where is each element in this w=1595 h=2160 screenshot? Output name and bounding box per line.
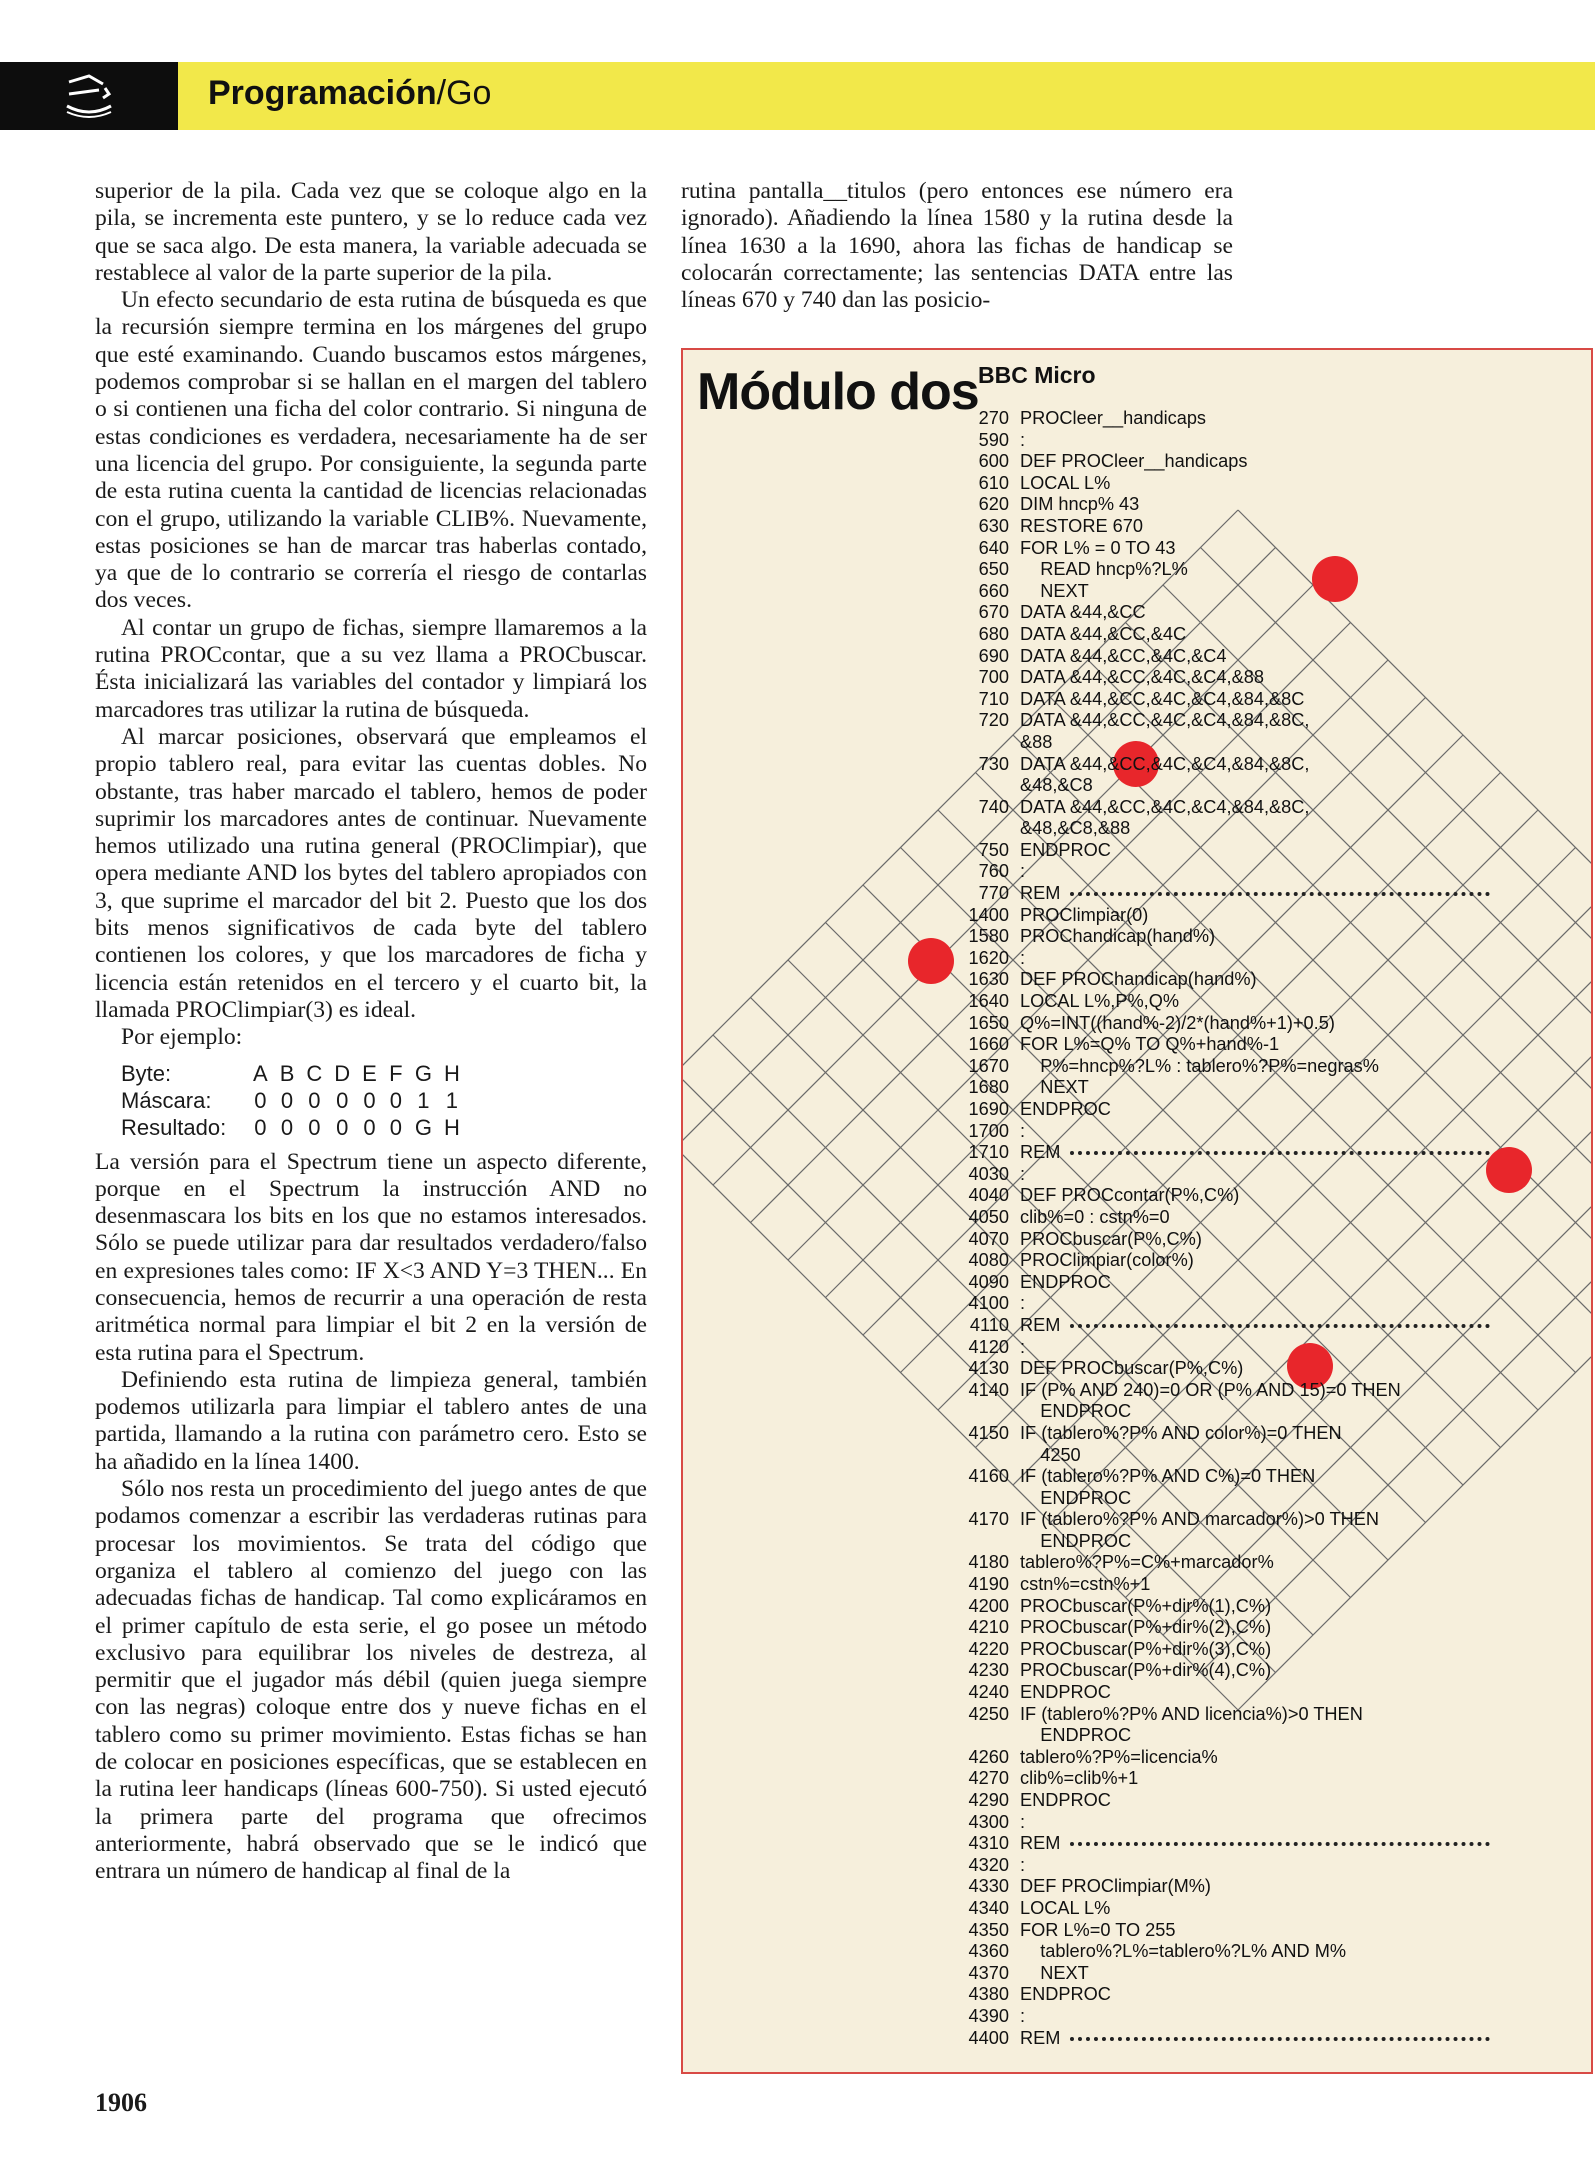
line-number: 1710: [968, 1142, 1009, 1163]
line-number: 680: [978, 623, 1009, 644]
example-bit: 0: [254, 1087, 267, 1113]
example-row-label: Resultado:: [121, 1114, 227, 1140]
line-number: 600: [978, 451, 1009, 472]
code-line: [683, 689, 1583, 711]
example-bit: E: [362, 1060, 377, 1086]
code-line: [683, 1445, 1583, 1467]
code-line: [683, 840, 1583, 862]
line-number: 4080: [968, 1250, 1009, 1271]
line-code: IF (P% AND 240)=0 OR (P% AND 15)=0 THEN: [1020, 1379, 1401, 1400]
line-code: clib%=0 : cstn%=0: [1020, 1206, 1170, 1227]
line-number: 4330: [968, 1876, 1009, 1897]
listing-title: Módulo dos: [697, 363, 979, 421]
line-number: 1650: [968, 1012, 1009, 1033]
bitmask-example: [121, 1060, 472, 1141]
line-number: 4150: [968, 1422, 1009, 1443]
code-line: [683, 1531, 1583, 1553]
line-number: 710: [978, 688, 1009, 709]
code-line: [683, 646, 1583, 668]
program-listing: [681, 348, 1593, 2074]
line-code: DATA &44,&CC,&4C,&C4,&84,&8C,: [1020, 710, 1310, 731]
example-bit: D: [334, 1060, 351, 1086]
line-code: P%=hncp%?L% : tablero%?P%=negras%: [1020, 1055, 1379, 1076]
line-code: :: [1020, 947, 1026, 968]
code-line: [683, 732, 1583, 754]
line-code: :: [1020, 429, 1026, 450]
line-code: PROCbuscar(P%+dir%(2),C%): [1020, 1617, 1272, 1638]
example-bit: A: [253, 1060, 268, 1086]
line-code: :: [1020, 1854, 1026, 1875]
line-number: 650: [978, 559, 1009, 580]
line-code: DEF PROCleer__handicaps: [1020, 451, 1248, 472]
line-number: 720: [978, 710, 1009, 731]
code-line: [683, 1185, 1583, 1207]
example-bit: 0: [336, 1114, 349, 1140]
line-number: 270: [978, 408, 1009, 428]
code-line: [683, 1164, 1583, 1186]
code-line: [683, 1401, 1583, 1423]
line-number: 4090: [968, 1271, 1009, 1292]
code-line: [683, 797, 1583, 819]
code-line: [683, 1380, 1583, 1402]
line-code: ENDPROC: [1020, 1682, 1111, 1703]
code-line: [683, 1013, 1583, 1035]
code-line: [683, 1056, 1583, 1078]
code-line: [683, 1876, 1583, 1898]
line-code: DEF PROCcontar(P%,C%): [1020, 1185, 1240, 1206]
code-line: [683, 1337, 1583, 1359]
line-number: 730: [978, 753, 1009, 774]
line-number: 770: [978, 883, 1009, 904]
line-number: 4350: [968, 1919, 1009, 1940]
line-code: &48,&C8: [1020, 775, 1093, 796]
left-column: [95, 178, 647, 1886]
example-bit: G: [414, 1114, 432, 1140]
code-line: [683, 624, 1583, 646]
example-bit: 0: [363, 1114, 376, 1140]
code-line: [683, 581, 1583, 603]
line-number: 1620: [968, 947, 1009, 968]
code-line: [683, 1315, 1583, 1337]
line-code: IF (tablero%?P% AND marcador%)>0 THEN: [1020, 1509, 1379, 1530]
line-code: &48,&C8,&88: [1020, 818, 1131, 839]
paragraph: Al contar un grupo de fichas, siempre llamaremos a la rutina PROCcontar, que a su vez llama a PROCbuscar. Ésta inicializará las variables del contador y limpiará los marcadores tras utilizar la rutina de búsqueda.: [95, 614, 647, 723]
machine-label: BBC Micro: [978, 362, 1096, 388]
code-line: [683, 1898, 1583, 1920]
section-subject: /Go: [436, 74, 492, 112]
code-line: [683, 1984, 1583, 2006]
line-code: REM: [1020, 1833, 1583, 1855]
line-number: 670: [978, 602, 1009, 623]
line-number: 4160: [968, 1466, 1009, 1487]
line-number: 1580: [968, 926, 1009, 947]
code-line: [683, 1488, 1583, 1510]
example-row: [121, 1060, 472, 1087]
line-code: IF (tablero%?P% AND licencia%)>0 THEN: [1020, 1703, 1363, 1724]
code-line: [683, 1855, 1583, 1877]
line-code: :: [1020, 1811, 1026, 1832]
line-code: IF (tablero%?P% AND C%)=0 THEN: [1020, 1466, 1316, 1487]
line-code: DATA &44,&CC,&4C,&C4,&84,&8C,: [1020, 796, 1310, 817]
example-bit: 1: [417, 1087, 430, 1113]
line-number: 1670: [968, 1055, 1009, 1076]
code-line: [683, 861, 1583, 883]
line-number: 740: [978, 796, 1009, 817]
line-number: 4260: [968, 1746, 1009, 1767]
line-code: PROCbuscar(P%+dir%(1),C%): [1020, 1595, 1272, 1616]
line-code: :: [1020, 1120, 1026, 1141]
line-number: 4300: [968, 1811, 1009, 1832]
code-line: [683, 818, 1583, 840]
line-code: &88: [1020, 731, 1053, 752]
line-number: 1630: [968, 969, 1009, 990]
paragraph: Sólo nos resta un procedimiento del juego antes de que podamos comenzar a escribir las verdaderas rutinas para procesar los movimientos. Se trata del código que organiza el tablero al comienzo del juego con las adecuadas fichas de handicap. Tal como explicáramos en el primer capítulo de esta serie, el go posee un método exclusivo para equilibrar los niveles de destreza, al permitir que el jugador más débil (quien juega siempre con las negras) coloque entre dos y nueve fichas en el tablero como su primer movimiento. Estas fichas se han de colocar en posiciones específicas, que se establecen en la rutina leer handicaps (líneas 600-750). Si usted ejecutó la primera parte del programa que ofrecimos anteriormente, habrá observado que se le indicó que entrara un número de handicap al final de la: [95, 1476, 647, 1885]
code-line: [683, 883, 1583, 905]
code-line: [683, 602, 1583, 624]
code-line: [683, 1077, 1583, 1099]
code-line: [683, 948, 1583, 970]
code-line: [683, 494, 1583, 516]
code-line: [683, 1682, 1583, 1704]
code-line: [683, 1099, 1583, 1121]
line-code: DATA &44,&CC,&4C,&C4,&88: [1020, 667, 1264, 688]
page-number: 1906: [95, 2088, 147, 2117]
code-line: [683, 1207, 1583, 1229]
example-bit: 0: [280, 1114, 294, 1140]
line-code: DEF PROCbuscar(P%,C%): [1020, 1358, 1244, 1379]
line-code: :: [1020, 1293, 1026, 1314]
paragraph: Al marcar posiciones, observará que empleamos el propio tablero real, para evitar las cuentas dobles. No obstante, tras haber marcado el tablero, hemos de poder suprimir los marcadores antes de continuar. Nuevamente hemos utilizado una rutina general (PROClimpiar), que opera mediante AND los bytes del tablero apropiados con 3, que suprime el marcador del bit 2. Puesto que los dos bits menos significativos de cada byte del tablero contienen los colores, y que los marcadores de ficha y licencia están retenidos en el tercero y el cuarto bit, la llamada PROClimpiar(3) es ideal.: [95, 723, 647, 1023]
line-code: REM: [1020, 883, 1583, 905]
line-number: 690: [978, 645, 1009, 666]
paragraph: superior de la pila. Cada vez que se coloque algo en la pila, se incrementa este puntero, y se lo reduce cada vez que se saca algo. De esta manera, la variable adecuada se restablece al valor de la parte superior de la pila.: [95, 178, 647, 286]
line-code: DIM hncp% 43: [1020, 494, 1140, 515]
code-line: [683, 710, 1583, 732]
line-code: LOCAL L%: [1020, 1897, 1111, 1918]
line-code: FOR L%=Q% TO Q%+hand%-1: [1020, 1034, 1280, 1055]
example-bit: B: [279, 1060, 295, 1086]
code-line: [683, 1660, 1583, 1682]
line-code: LOCAL L%,P%,Q%: [1020, 991, 1180, 1012]
line-code: :: [1020, 2005, 1026, 2026]
line-number: 760: [978, 861, 1009, 882]
line-code: NEXT: [1020, 1077, 1089, 1098]
line-code: ENDPROC: [1020, 1401, 1132, 1422]
code-line: [683, 775, 1583, 797]
code-line: [683, 1768, 1583, 1790]
code-line: [683, 516, 1583, 538]
line-number: 4230: [968, 1660, 1009, 1681]
example-bit: 0: [308, 1087, 321, 1113]
example-row-label: Máscara:: [121, 1087, 212, 1113]
line-number: 1660: [968, 1034, 1009, 1055]
line-number: 4030: [968, 1163, 1009, 1184]
paragraph: rutina pantalla__titulos (pero entonces ese número era ignorado). Añadiendo la línea 1580 y la rutina desde la línea 1630 a la 1690, ahora las fichas de handicap se colocarán correctamente; las sentencias DATA entre las líneas 670 y 740 dan las posicio-: [681, 178, 1233, 314]
line-code: cstn%=cstn%+1: [1020, 1574, 1151, 1595]
line-code: FOR L%=0 TO 255: [1020, 1919, 1176, 1940]
line-code: PROCbuscar(P%+dir%(3),C%): [1020, 1638, 1272, 1659]
line-number: 4130: [968, 1358, 1009, 1379]
line-number: 610: [978, 472, 1009, 493]
example-bit: 0: [389, 1114, 402, 1140]
line-code: PROCbuscar(P%+dir%(4),C%): [1020, 1660, 1272, 1681]
line-code: DEF PROChandicap(hand%): [1020, 969, 1257, 990]
line-code: DATA &44,&CC,&4C: [1020, 623, 1187, 644]
code-line: [683, 1596, 1583, 1618]
example-bit: H: [443, 1114, 460, 1140]
code-lines: [683, 408, 1583, 2049]
line-code: ENDPROC: [1020, 1487, 1132, 1508]
code-line: [683, 1229, 1583, 1251]
code-line: [683, 1725, 1583, 1747]
line-code: DATA &44,&CC,&4C,&C4: [1020, 645, 1227, 666]
example-row: [121, 1087, 472, 1114]
code-line: [683, 905, 1583, 927]
line-number: 700: [978, 667, 1009, 688]
line-number: 4370: [968, 1962, 1009, 1983]
line-number: 4320: [968, 1854, 1009, 1875]
line-code: DATA &44,&CC: [1020, 602, 1146, 623]
line-code: ENDPROC: [1020, 1271, 1111, 1292]
line-code: IF (tablero%?P% AND color%)=0 THEN: [1020, 1422, 1342, 1443]
code-line: [683, 1509, 1583, 1531]
line-number: 4390: [968, 2005, 1009, 2026]
line-number: 640: [978, 537, 1009, 558]
line-code: PROClimpiar(color%): [1020, 1250, 1194, 1271]
code-line: [683, 969, 1583, 991]
code-line: [683, 2028, 1583, 2050]
line-number: 4040: [968, 1185, 1009, 1206]
code-line: [683, 473, 1583, 495]
code-line: [683, 1812, 1583, 1834]
code-line: [683, 1272, 1583, 1294]
code-line: [683, 667, 1583, 689]
line-code: :: [1020, 861, 1026, 882]
line-code: tablero%?L%=tablero%?L% AND M%: [1020, 1941, 1347, 1962]
line-code: ENDPROC: [1020, 839, 1111, 860]
line-number: 750: [978, 839, 1009, 860]
example-row: [121, 1114, 472, 1141]
example-bit: H: [443, 1060, 460, 1086]
line-number: 4200: [968, 1595, 1009, 1616]
code-line: [683, 430, 1583, 452]
line-number: 4250: [968, 1703, 1009, 1724]
line-number: 4140: [968, 1379, 1009, 1400]
code-line: [683, 1639, 1583, 1661]
line-code: ENDPROC: [1020, 1725, 1132, 1746]
example-bit: F: [389, 1060, 403, 1086]
code-line: [683, 1963, 1583, 1985]
code-line: [683, 1358, 1583, 1380]
line-number: 4240: [968, 1682, 1009, 1703]
code-line: [683, 1790, 1583, 1812]
line-code: LOCAL L%: [1020, 472, 1111, 493]
line-number: 4180: [968, 1552, 1009, 1573]
line-number: 630: [978, 515, 1009, 536]
line-code: :: [1020, 1336, 1026, 1357]
code-line: [683, 1920, 1583, 1942]
paragraph: Un efecto secundario de esta rutina de búsqueda es que la recursión siempre termina en los márgenes del grupo que esté examinando. Cuando buscamos estos márgenes, podemos comprobar si se hallan en el margen del tablero o si contienen una ficha del color contrario. Si ninguna de estas condiciones es verdadera, necesariamente ha de ser una licencia del grupo. Por consiguiente, la segunda parte de esta rutina cuenta la cantidad de licencias relacionadas con el grupo, utilizando la variable CLIB%. Nuevamente, estas posiciones se han de marcar tras haberlas contado, ya que de lo contrario se correría el riesgo de contarlas dos veces.: [95, 287, 647, 614]
line-code: DEF PROClimpiar(M%): [1020, 1876, 1211, 1897]
line-code: :: [1020, 1163, 1026, 1184]
line-code: REM: [1020, 1315, 1583, 1337]
line-number: 1700: [968, 1120, 1009, 1141]
line-code: ENDPROC: [1020, 1984, 1111, 2005]
example-bit: 0: [254, 1114, 267, 1140]
code-line: [683, 1941, 1583, 1963]
line-code: tablero%?P%=licencia%: [1020, 1746, 1218, 1767]
code-line: [683, 1552, 1583, 1574]
line-number: 1640: [968, 991, 1009, 1012]
example-bit: 1: [445, 1087, 459, 1113]
line-number: 1690: [968, 1099, 1009, 1119]
line-code: DATA &44,&CC,&4C,&C4,&84,&8C: [1020, 688, 1305, 709]
code-line: [683, 1704, 1583, 1726]
example-bit: 0: [280, 1087, 294, 1113]
line-number: 620: [978, 494, 1009, 515]
code-line: [683, 754, 1583, 776]
line-number: 4310: [968, 1833, 1009, 1854]
line-number: 4340: [968, 1897, 1009, 1918]
line-number: 4070: [968, 1228, 1009, 1249]
example-bit: 0: [308, 1114, 321, 1140]
line-code: ENDPROC: [1020, 1790, 1111, 1810]
line-number: 4050: [968, 1206, 1009, 1227]
line-number: 4210: [968, 1617, 1009, 1638]
line-number: 660: [978, 580, 1009, 601]
code-line: [683, 1466, 1583, 1488]
line-number: 4400: [968, 2027, 1009, 2048]
code-line: [683, 1121, 1583, 1143]
line-code: ENDPROC: [1020, 1530, 1132, 1551]
line-code: ENDPROC: [1020, 1099, 1111, 1119]
section-title: [208, 74, 491, 113]
code-line: [683, 1574, 1583, 1596]
line-code: NEXT: [1020, 580, 1089, 601]
code-line: [683, 991, 1583, 1013]
code-line: [683, 1142, 1583, 1164]
line-code: PROClimpiar(0): [1020, 904, 1149, 925]
line-code: DATA &44,&CC,&4C,&C4,&84,&8C,: [1020, 753, 1310, 774]
code-line: [683, 1833, 1583, 1855]
example-bit: 0: [389, 1087, 402, 1113]
example-bit: C: [306, 1060, 323, 1086]
line-code: clib%=clib%+1: [1020, 1768, 1139, 1789]
line-number: 4110: [969, 1314, 1009, 1335]
code-line: [683, 1747, 1583, 1769]
code-line: [683, 408, 1583, 430]
code-line: [683, 1423, 1583, 1445]
example-bit: G: [414, 1060, 432, 1086]
code-line: [683, 451, 1583, 473]
line-code: NEXT: [1020, 1962, 1089, 1983]
line-code: FOR L% = 0 TO 43: [1020, 537, 1176, 558]
section-name: Programación: [208, 74, 437, 112]
line-number: 4360: [968, 1941, 1009, 1962]
code-line: [683, 559, 1583, 581]
example-row-label: Byte:: [121, 1060, 172, 1086]
line-code: REM: [1020, 2028, 1583, 2050]
line-number: 4100: [968, 1293, 1009, 1314]
line-number: 590: [978, 429, 1009, 450]
line-code: PROCbuscar(P%,C%): [1020, 1228, 1202, 1249]
line-code: REM: [1020, 1142, 1583, 1164]
line-number: 4290: [968, 1790, 1009, 1810]
right-column: [681, 178, 1233, 314]
line-number: 4120: [968, 1336, 1009, 1357]
line-code: READ hncp%?L%: [1020, 559, 1188, 580]
code-line: [683, 926, 1583, 948]
example-bit: 0: [363, 1087, 376, 1113]
code-line: [683, 2006, 1583, 2028]
series-logo: [0, 62, 178, 130]
line-number: 4190: [968, 1574, 1009, 1595]
code-line: [683, 1250, 1583, 1272]
line-code: tablero%?P%=C%+marcador%: [1020, 1552, 1274, 1573]
line-number: 1400: [968, 904, 1009, 925]
line-code: PROCleer__handicaps: [1020, 408, 1207, 428]
paragraph: Por ejemplo:: [121, 1024, 243, 1051]
line-code: PROChandicap(hand%): [1020, 926, 1216, 947]
paragraph: Definiendo esta rutina de limpieza general, también podemos utilizarla para limpiar el tablero antes de una partida, llamando a la rutina con parámetro cero. Esto se ha añadido en la línea 1400.: [95, 1366, 647, 1475]
code-line: [683, 1617, 1583, 1639]
line-number: 4380: [968, 1984, 1009, 2005]
code-line: [683, 1293, 1583, 1315]
paragraph: La versión para el Spectrum tiene un aspecto diferente, porque en el Spectrum la instrucción AND no desenmascara los bits en los que no estamos interesados. Sólo se puede utilizar para dar resultados verdadero/falso en expresiones tales como: IF X<3 AND Y=3 THEN... En consecuencia, hemos de recurrir a una operación de resta aritmética normal para limpiar el bit 2 en la versión de esta rutina para el Spectrum.: [95, 1148, 647, 1366]
example-bit: 0: [336, 1087, 349, 1113]
line-number: 4270: [968, 1768, 1009, 1789]
line-number: 4170: [968, 1509, 1009, 1530]
line-code: Q%=INT((hand%-2)/2*(hand%+1)+0.5): [1020, 1012, 1335, 1033]
go-series-icon: [59, 72, 119, 120]
line-number: 1680: [968, 1077, 1009, 1098]
code-line: [683, 1034, 1583, 1056]
line-code: RESTORE 670: [1020, 515, 1143, 536]
line-code: 4250: [1020, 1444, 1081, 1465]
code-line: [683, 538, 1583, 560]
line-number: 4220: [968, 1638, 1009, 1659]
